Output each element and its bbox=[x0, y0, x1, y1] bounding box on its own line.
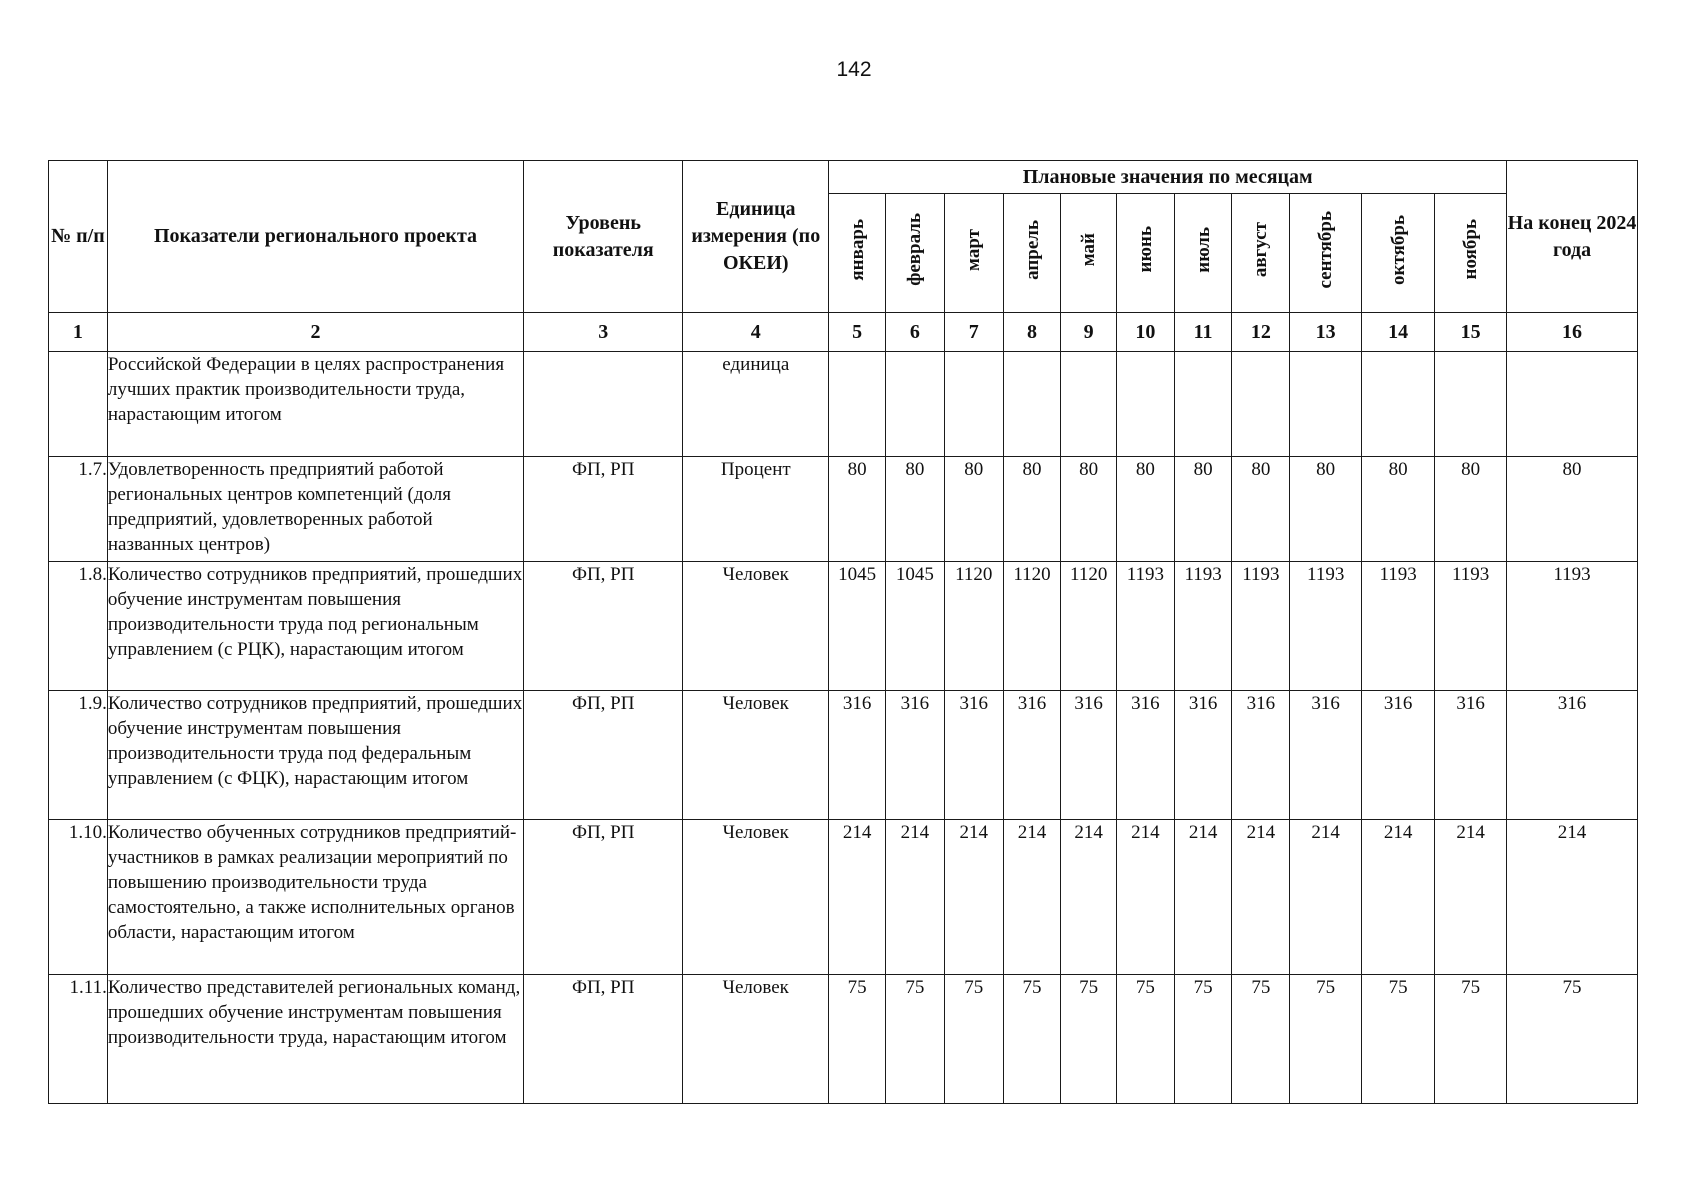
month-header bbox=[1435, 194, 1507, 313]
month-label: март bbox=[963, 228, 985, 271]
month-header bbox=[1061, 194, 1117, 313]
indicator-level: ФП, РП bbox=[524, 820, 683, 975]
month-value: 316 bbox=[1116, 691, 1174, 820]
month-value: 214 bbox=[1174, 820, 1232, 975]
month-value: 80 bbox=[1362, 457, 1435, 562]
month-value bbox=[885, 352, 944, 457]
header-indicator: Показатели регионального проекта bbox=[107, 161, 523, 313]
month-label: ноябрь bbox=[1460, 219, 1482, 280]
month-value bbox=[1003, 352, 1061, 457]
month-value bbox=[829, 352, 886, 457]
month-value: 1120 bbox=[1003, 562, 1061, 691]
month-value: 80 bbox=[1435, 457, 1507, 562]
month-value: 80 bbox=[1174, 457, 1232, 562]
header-end-of-year: На конец 2024 года bbox=[1507, 161, 1638, 313]
end-of-year-value: 75 bbox=[1507, 975, 1638, 1104]
month-label: апрель bbox=[1021, 219, 1043, 280]
month-value: 75 bbox=[1116, 975, 1174, 1104]
indicator-level: ФП, РП bbox=[524, 975, 683, 1104]
column-number: 11 bbox=[1174, 313, 1232, 352]
header-unit: Единица измерения (по ОКЕИ) bbox=[683, 161, 829, 313]
month-value: 75 bbox=[1174, 975, 1232, 1104]
month-value: 80 bbox=[1061, 457, 1117, 562]
plan-table bbox=[48, 160, 1638, 1104]
month-value: 214 bbox=[1061, 820, 1117, 975]
month-value: 214 bbox=[944, 820, 1003, 975]
unit-of-measure: Человек bbox=[683, 691, 829, 820]
month-value: 75 bbox=[1003, 975, 1061, 1104]
column-number: 3 bbox=[524, 313, 683, 352]
month-value: 214 bbox=[1435, 820, 1507, 975]
month-label: октябрь bbox=[1387, 214, 1409, 285]
month-label: июль bbox=[1192, 226, 1214, 273]
month-header bbox=[1116, 194, 1174, 313]
month-header bbox=[944, 194, 1003, 313]
indicator-text: Количество обученных сотрудников предприятий-участников в рамках реализации мероприятий по повышению производительности труда самостоятельно, а также исполнительных органов области, нарастающим итогом bbox=[107, 820, 523, 975]
month-value: 316 bbox=[1232, 691, 1290, 820]
table-row bbox=[49, 457, 1638, 562]
month-value: 316 bbox=[1061, 691, 1117, 820]
header-monthly-plan: Плановые значения по месяцам bbox=[829, 161, 1507, 194]
month-value: 75 bbox=[944, 975, 1003, 1104]
month-value: 1193 bbox=[1232, 562, 1290, 691]
month-value: 75 bbox=[1362, 975, 1435, 1104]
month-value: 75 bbox=[1290, 975, 1362, 1104]
column-number: 15 bbox=[1435, 313, 1507, 352]
row-number: 1.9. bbox=[49, 691, 108, 820]
unit-of-measure: Человек bbox=[683, 820, 829, 975]
month-label: январь bbox=[846, 218, 868, 281]
month-value: 80 bbox=[829, 457, 886, 562]
indicator-level: ФП, РП bbox=[524, 562, 683, 691]
column-number: 10 bbox=[1116, 313, 1174, 352]
month-value: 316 bbox=[1290, 691, 1362, 820]
column-number: 6 bbox=[885, 313, 944, 352]
column-number: 5 bbox=[829, 313, 886, 352]
month-header bbox=[885, 194, 944, 313]
month-value: 75 bbox=[829, 975, 886, 1104]
month-value: 214 bbox=[1003, 820, 1061, 975]
header-number: № п/п bbox=[49, 161, 108, 313]
month-header bbox=[1003, 194, 1061, 313]
month-header bbox=[1290, 194, 1362, 313]
month-value: 75 bbox=[885, 975, 944, 1104]
month-value: 316 bbox=[1435, 691, 1507, 820]
month-header bbox=[1232, 194, 1290, 313]
header-level: Уровень показателя bbox=[524, 161, 683, 313]
column-number: 14 bbox=[1362, 313, 1435, 352]
unit-of-measure: Человек bbox=[683, 975, 829, 1104]
end-of-year-value: 214 bbox=[1507, 820, 1638, 975]
month-value: 214 bbox=[885, 820, 944, 975]
indicator-level: ФП, РП bbox=[524, 457, 683, 562]
column-number: 4 bbox=[683, 313, 829, 352]
month-value: 214 bbox=[1116, 820, 1174, 975]
column-number: 12 bbox=[1232, 313, 1290, 352]
month-value bbox=[1116, 352, 1174, 457]
indicator-text: Удовлетворенность предприятий работой региональных центров компетенций (доля предприятий, удовлетворенных работой названных центров) bbox=[107, 457, 523, 562]
end-of-year-value: 80 bbox=[1507, 457, 1638, 562]
month-value bbox=[1174, 352, 1232, 457]
month-label: май bbox=[1078, 232, 1100, 267]
month-value: 1193 bbox=[1116, 562, 1174, 691]
indicator-level: ФП, РП bbox=[524, 691, 683, 820]
month-label: август bbox=[1250, 221, 1272, 278]
month-value: 1045 bbox=[885, 562, 944, 691]
end-of-year-value bbox=[1507, 352, 1638, 457]
month-header bbox=[829, 194, 886, 313]
indicator-text: Количество сотрудников предприятий, прошедших обучение инструментам повышения производительности труда под федеральным управлением (с ФЦК), нарастающим итогом bbox=[107, 691, 523, 820]
month-value bbox=[1232, 352, 1290, 457]
month-value bbox=[1290, 352, 1362, 457]
page-number: 142 bbox=[836, 58, 872, 81]
table-row bbox=[49, 562, 1638, 691]
month-value: 75 bbox=[1061, 975, 1117, 1104]
month-value: 1193 bbox=[1362, 562, 1435, 691]
month-value: 214 bbox=[1362, 820, 1435, 975]
month-value: 80 bbox=[1232, 457, 1290, 562]
table-body bbox=[49, 352, 1638, 1104]
month-value: 75 bbox=[1435, 975, 1507, 1104]
row-number: 1.10. bbox=[49, 820, 108, 975]
month-value bbox=[1061, 352, 1117, 457]
month-value: 316 bbox=[885, 691, 944, 820]
table-row bbox=[49, 691, 1638, 820]
unit-of-measure: единица bbox=[683, 352, 829, 457]
month-value: 1045 bbox=[829, 562, 886, 691]
column-number: 13 bbox=[1290, 313, 1362, 352]
indicator-level bbox=[524, 352, 683, 457]
month-value: 214 bbox=[1232, 820, 1290, 975]
month-value: 316 bbox=[1362, 691, 1435, 820]
indicator-text: Российской Федерации в целях распространения лучших практик производительности труда, нарастающим итогом bbox=[107, 352, 523, 457]
row-number: 1.7. bbox=[49, 457, 108, 562]
month-label: февраль bbox=[904, 213, 926, 286]
indicator-text: Количество сотрудников предприятий, прошедших обучение инструментам повышения производительности труда под региональным управлением (с РЦК), нарастающим итогом bbox=[107, 562, 523, 691]
month-header bbox=[1174, 194, 1232, 313]
column-number: 7 bbox=[944, 313, 1003, 352]
row-number: 1.11. bbox=[49, 975, 108, 1104]
month-value: 80 bbox=[944, 457, 1003, 562]
column-number: 16 bbox=[1507, 313, 1638, 352]
month-value: 316 bbox=[944, 691, 1003, 820]
column-number: 2 bbox=[107, 313, 523, 352]
row-number bbox=[49, 352, 108, 457]
unit-of-measure: Процент bbox=[683, 457, 829, 562]
month-value: 80 bbox=[1003, 457, 1061, 562]
column-number-row bbox=[49, 313, 1638, 352]
table-row bbox=[49, 975, 1638, 1104]
month-value bbox=[1362, 352, 1435, 457]
column-number: 9 bbox=[1061, 313, 1117, 352]
month-value: 1120 bbox=[1061, 562, 1117, 691]
row-number: 1.8. bbox=[49, 562, 108, 691]
month-value: 80 bbox=[1116, 457, 1174, 562]
month-value: 80 bbox=[885, 457, 944, 562]
end-of-year-value: 316 bbox=[1507, 691, 1638, 820]
month-value: 214 bbox=[1290, 820, 1362, 975]
month-value: 1193 bbox=[1435, 562, 1507, 691]
indicator-text: Количество представителей региональных команд, прошедших обучение инструментам повышения производительности труда, нарастающим итогом bbox=[107, 975, 523, 1104]
month-value: 1193 bbox=[1290, 562, 1362, 691]
column-number: 1 bbox=[49, 313, 108, 352]
month-label: июнь bbox=[1134, 226, 1156, 273]
month-value: 214 bbox=[829, 820, 886, 975]
end-of-year-value: 1193 bbox=[1507, 562, 1638, 691]
month-header bbox=[1362, 194, 1435, 313]
table-row bbox=[49, 352, 1638, 457]
month-value: 80 bbox=[1290, 457, 1362, 562]
month-value: 75 bbox=[1232, 975, 1290, 1104]
table-row bbox=[49, 820, 1638, 975]
unit-of-measure: Человек bbox=[683, 562, 829, 691]
month-value: 316 bbox=[829, 691, 886, 820]
column-number: 8 bbox=[1003, 313, 1061, 352]
month-value: 1120 bbox=[944, 562, 1003, 691]
month-label: сентябрь bbox=[1315, 210, 1337, 289]
month-value bbox=[944, 352, 1003, 457]
month-value: 316 bbox=[1174, 691, 1232, 820]
month-value bbox=[1435, 352, 1507, 457]
month-value: 1193 bbox=[1174, 562, 1232, 691]
month-value: 316 bbox=[1003, 691, 1061, 820]
